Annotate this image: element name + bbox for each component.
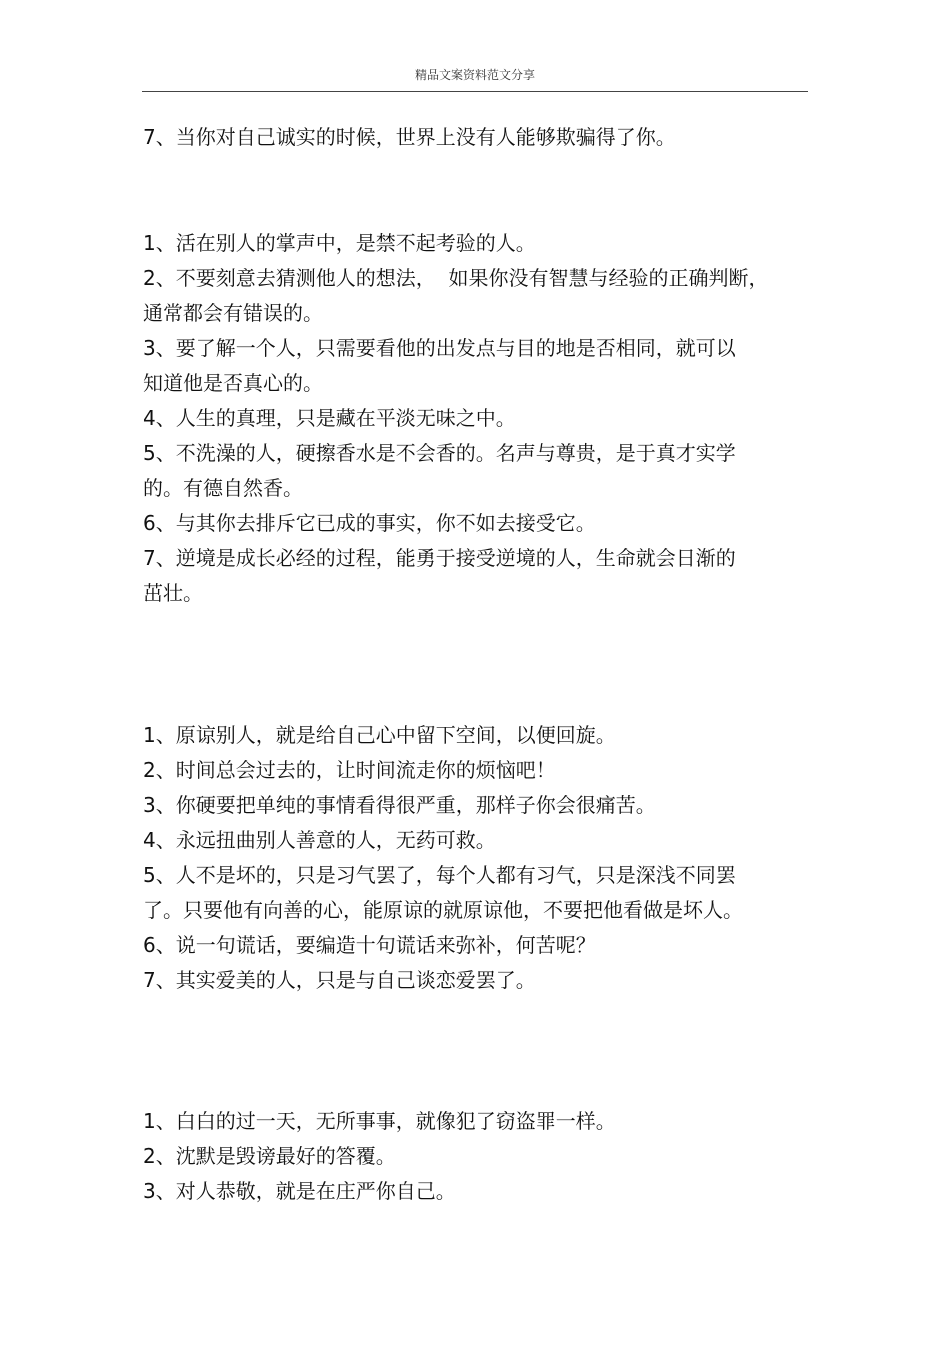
quote-line: 1、原谅别人，就是给自己心中留下空间，以便回旋。 xyxy=(143,723,616,747)
quote-line: 5、人不是坏的，只是习气罢了，每个人都有习气，只是深浅不同罢 xyxy=(143,863,736,887)
quote-line: 2、沈默是毁谤最好的答覆。 xyxy=(143,1144,396,1168)
quote-line: 知道他是否真心的。 xyxy=(143,371,323,395)
quote-line: 7、逆境是成长必经的过程，能勇于接受逆境的人，生命就会日渐的 xyxy=(143,546,736,570)
quote-section-3 xyxy=(143,718,783,998)
quote-line: 了。只要他有向善的心，能原谅的就原谅他，不要把他看做是坏人。 xyxy=(143,898,743,922)
quote-line: 通常都会有错误的。 xyxy=(143,301,323,325)
quote-line: 1、活在别人的掌声中，是禁不起考验的人。 xyxy=(143,231,536,255)
quote-line: 7、当你对自己诚实的时候，世界上没有人能够欺骗得了你。 xyxy=(143,125,676,149)
quote-section-1 xyxy=(143,120,783,155)
quote-line: 2、不要刻意去猜测他人的想法， 如果你没有智慧与经验的正确判断， xyxy=(143,266,769,290)
quote-line: 3、你硬要把单纯的事情看得很严重，那样子你会很痛苦。 xyxy=(143,793,656,817)
quote-section-2 xyxy=(143,226,783,611)
quote-line: 的。有德自然香。 xyxy=(143,476,303,500)
page-header-title: 精品文案资料范文分享 xyxy=(414,68,535,82)
quote-line: 7、其实爱美的人，只是与自己谈恋爱罢了。 xyxy=(143,968,536,992)
quote-line: 4、永远扭曲别人善意的人，无药可救。 xyxy=(143,828,496,852)
quote-line: 3、对人恭敬，就是在庄严你自己。 xyxy=(143,1179,456,1203)
quote-line: 6、说一句谎话，要编造十句谎话来弥补，何苦呢？ xyxy=(143,933,596,957)
quote-line: 4、人生的真理，只是藏在平淡无味之中。 xyxy=(143,406,516,430)
quote-line: 5、不洗澡的人，硬擦香水是不会香的。名声与尊贵，是于真才实学 xyxy=(143,441,736,465)
quote-line: 1、白白的过一天，无所事事，就像犯了窃盗罪一样。 xyxy=(143,1109,616,1133)
quote-section-4 xyxy=(143,1104,783,1209)
quote-line: 2、时间总会过去的，让时间流走你的烦恼吧！ xyxy=(143,758,556,782)
quote-line: 6、与其你去排斥它已成的事实，你不如去接受它。 xyxy=(143,511,596,535)
quote-line: 3、要了解一个人，只需要看他的出发点与目的地是否相同，就可以 xyxy=(143,336,736,360)
header-divider xyxy=(142,91,808,92)
quote-line: 茁壮。 xyxy=(143,581,203,605)
